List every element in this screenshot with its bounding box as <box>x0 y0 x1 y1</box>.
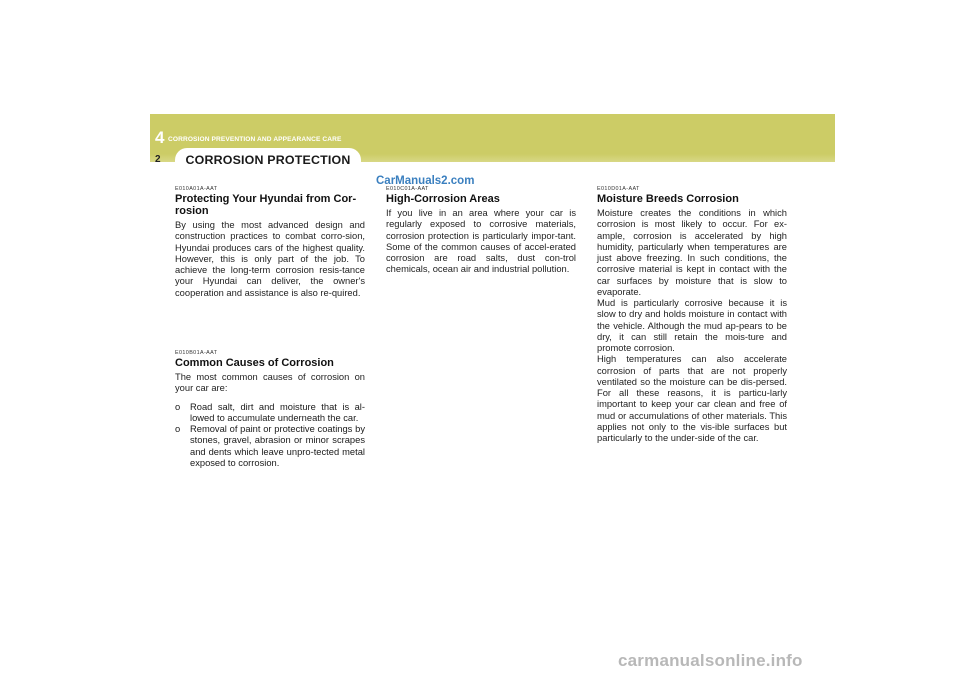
bullet-marker: o <box>175 424 181 434</box>
section-paragraph: Moisture creates the conditions in which corrosion is most likely to occur. For ex-ample, corrosion is accelerated by high humidity, particularly when temperatures are just above freezing. In such conditions, the corrosive material is kept in contact with the car surfaces by moisture that is slow to evaporate. <box>597 208 787 297</box>
section-paragraph: If you live in an area where your car is regularly exposed to corrosive materials, corrosion protection is particularly impor-tant. Some of the common causes of accel-erated corrosion are road salts, dust con-trol chemicals, ocean air and industrial pollution. <box>386 208 576 275</box>
list-item <box>175 424 365 469</box>
chapter-number: 4 <box>155 128 165 147</box>
page-number: 2 <box>155 154 161 165</box>
section-code: E010C01A-AAT <box>386 186 429 192</box>
section-code: E010B01A-AAT <box>175 350 218 356</box>
watermark-top[interactable]: CarManuals2.com <box>376 175 475 187</box>
section-moisture <box>597 186 787 444</box>
section-protecting <box>175 186 365 299</box>
list-item-text: Road salt, dirt and moisture that is al-lowed to accumulate underneath the car. <box>190 401 365 423</box>
section-code: E010A01A-AAT <box>175 186 218 192</box>
section-title: CORROSION PROTECTION <box>185 153 351 167</box>
section-heading: Protecting Your Hyundai from Cor-rosion <box>175 193 357 217</box>
section-high-corrosion <box>386 186 576 276</box>
bullet-marker: o <box>175 401 181 412</box>
section-heading: High-Corrosion Areas <box>386 193 500 205</box>
section-heading: Moisture Breeds Corrosion <box>597 193 739 205</box>
list-item-text: Removal of paint or protective coatings by stones, gravel, abrasion or minor scrapes and dents which leave unpro-tected metal exposed to corrosion. <box>190 424 365 468</box>
chapter-title: CORROSION PREVENTION AND APPEARANCE CARE <box>168 136 342 143</box>
section-code: E010D01A-AAT <box>597 186 640 192</box>
section-common-causes <box>175 350 365 469</box>
section-paragraph: The most common causes of corrosion on your car are: <box>175 372 365 394</box>
section-paragraph: High temperatures can also accelerate corrosion of parts that are not properly ventilated so the moisture can be dis-persed. For all these reasons, it is particu-larly important to keep your car clean and free of mud or accumulations of other materials. This applies not only to the vis-ible surfaces but particularly to the under-side of the car. <box>597 354 787 443</box>
watermark-bottom[interactable]: carmanualsonline.info <box>618 651 803 670</box>
section-tab <box>175 148 361 171</box>
section-paragraph: Mud is particularly corrosive because it is slow to dry and holds moisture in contact with the vehicle. Although the mud ap-pears to be dry, it can still retain the mois-ture and promote corrosion. <box>597 298 787 353</box>
bullet-list <box>175 402 365 470</box>
list-item <box>175 402 365 425</box>
section-heading: Common Causes of Corrosion <box>175 357 334 369</box>
section-paragraph: By using the most advanced design and construction practices to combat corro-sion, Hyundai produces cars of the highest quality. However, this is only part of the job. To achieve the long-term corrosion resis-tance your Hyundai can deliver, the owner's cooperation and assistance is also re-quired. <box>175 220 365 298</box>
